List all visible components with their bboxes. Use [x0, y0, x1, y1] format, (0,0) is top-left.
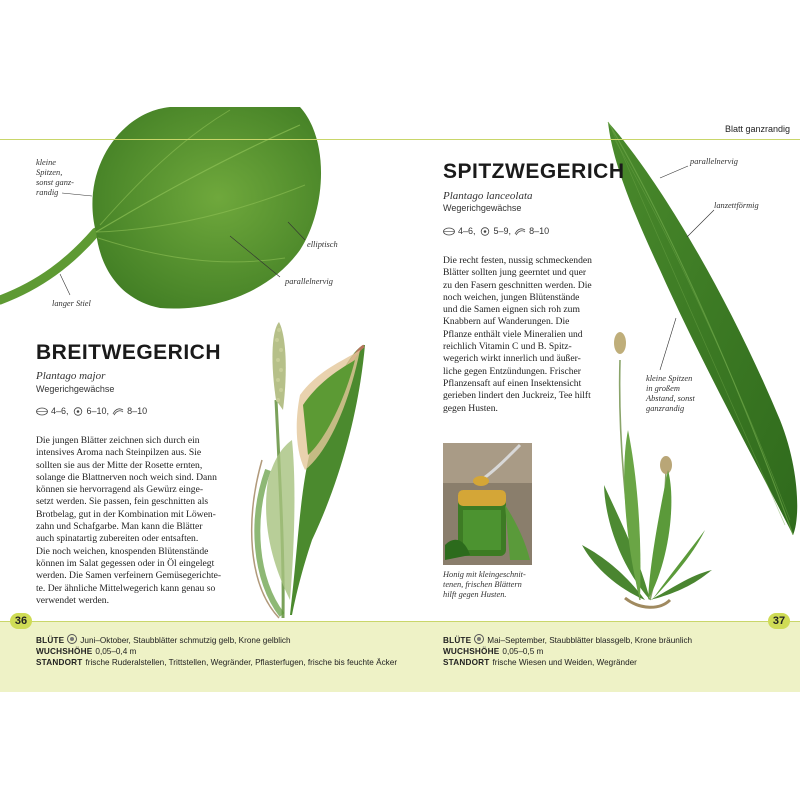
standort-row	[36, 657, 397, 668]
hoehe-row	[443, 646, 692, 657]
page-title-right: SPITZWEGERICH	[443, 160, 625, 183]
elliptic-annotation: elliptisch	[307, 240, 338, 249]
annotation-line: Spitzen,	[36, 168, 63, 177]
hoehe-label: WUCHSHÖHE	[36, 647, 93, 656]
text-line: können sie hervorragend als Gewürz einge-	[36, 484, 204, 496]
text-line: auch spinatartig zubereiten oder entsaften.	[36, 533, 199, 545]
caption-line: hilft gegen Husten.	[443, 590, 507, 599]
tips-annotation	[36, 158, 74, 198]
text-line: können im Salat gegessen oder in Öl eingelegt	[36, 557, 215, 569]
flower-icon	[474, 634, 484, 644]
annotation-line: ganzrandig	[646, 404, 685, 413]
latin-name-left: Plantago major	[36, 370, 106, 382]
text-line: Brotbelag, gut in der Kombination mit Löwen-	[36, 508, 216, 520]
standort-value: frische Wiesen und Weiden, Wegränder	[492, 658, 637, 667]
seed-icon	[112, 407, 124, 416]
family-right: Wegerichgewächse	[443, 203, 522, 213]
page-number-right: 37	[768, 613, 790, 629]
bluete-row	[36, 634, 397, 646]
caption-line: Honig mit kleingeschnit-	[443, 570, 526, 579]
text-line: Pflanze enthält viele Mineralien und	[443, 328, 583, 340]
footer-facts-right	[443, 634, 692, 668]
annotation-line: kleine Spitzen	[646, 374, 693, 383]
text-line: gegen Husten.	[443, 402, 498, 414]
flower-months: 6–10,	[86, 406, 110, 416]
text-line: gerieben lindert den Juckreiz, Tee hilft	[443, 390, 591, 402]
text-line: Die recht festen, nussig schmeckenden	[443, 255, 592, 266]
tips-annotation-right	[646, 374, 695, 414]
page-title-left: BREITWEGERICH	[36, 341, 221, 364]
bluete-value: Mai–September, Staubblätter blassgelb, Krone bräunlich	[487, 636, 693, 645]
text-line: reichlich Vitamin C und B. Spitz-	[443, 341, 572, 353]
text-line: Die noch weichen, knospenden Blütenstände	[36, 545, 209, 557]
text-line: setzt werden. Sie passen, fein geschnitten als	[36, 496, 209, 508]
leaf-months: 4–6,	[458, 226, 476, 236]
flower-icon	[67, 634, 77, 644]
flower-icon	[72, 407, 84, 416]
standort-value: frische Ruderalstellen, Trittstellen, Wegränder, Pflasterfugen, frische bis feuchte Äcker	[85, 658, 398, 667]
top-rule	[0, 139, 800, 140]
parallel-annotation-right: parallelnervig	[690, 157, 738, 166]
photo-caption	[443, 570, 526, 600]
parallel-annotation: parallelnervig	[285, 277, 333, 286]
leaf-icon	[443, 227, 455, 236]
text-line: intensives Aroma nach Steinpilzen aus. Sie	[36, 447, 202, 459]
text-line: Blätter sollten jung geerntet und quer	[443, 267, 587, 279]
seed-icon	[514, 227, 526, 236]
leaf-months: 4–6,	[51, 406, 69, 416]
hoehe-row	[36, 646, 397, 657]
leaf-icon	[36, 407, 48, 416]
latin-name-right: Plantago lanceolata	[443, 190, 533, 202]
hoehe-value: 0,05–0,4 m	[95, 647, 137, 656]
standort-row	[443, 657, 692, 668]
text-line: solange die Blattnerven noch weich sind. Dann	[36, 471, 217, 483]
bluete-label: BLÜTE	[36, 636, 65, 645]
family-left: Wegerichgewächse	[36, 384, 115, 394]
annotation-line: Abstand, sonst	[646, 394, 695, 403]
hoehe-label: WUCHSHÖHE	[443, 647, 500, 656]
standort-label: STANDORT	[36, 658, 83, 667]
seed-months: 8–10	[127, 406, 148, 416]
text-line: liche gegen Entzündungen. Frischer	[443, 365, 581, 377]
text-line: wegerich wirkt innerlich und äußer-	[443, 353, 581, 365]
bluete-value: Juni–Oktober, Staubblätter schmutzig gelb, Krone gelblich	[80, 636, 291, 645]
caption-line: tenen, frischen Blättern	[443, 580, 522, 589]
flower-icon	[479, 227, 491, 236]
text-line: zahn und Schafgarbe. Man kann die Blätter	[36, 521, 203, 533]
body-text-right	[443, 255, 592, 415]
annotation-line: randig	[36, 188, 59, 197]
annotation-line: sonst ganz-	[36, 178, 74, 187]
season-row-right	[443, 226, 549, 236]
text-line: Die jungen Blätter zeichnen sich durch ein	[36, 435, 200, 446]
annotation-line: kleine	[36, 158, 56, 167]
text-line: und die Samen eignen sich roh zum	[443, 304, 580, 316]
page-number-left: 36	[10, 613, 32, 629]
text-line: te. Der ähnliche Mittelwegerich kann genau so	[36, 582, 216, 594]
text-line: sollten sie aus der Mitte der Rosette ernten,	[36, 459, 203, 471]
lanceolate-annotation: lanzettförmig	[714, 201, 759, 210]
hoehe-value: 0,05–0,5 m	[502, 647, 544, 656]
bluete-label: BLÜTE	[443, 636, 472, 645]
text-line: werden. Die Samen verfeinern Gemüsegerichte-	[36, 570, 222, 582]
footer-facts-left	[36, 634, 397, 668]
annotation-line: in großem	[646, 384, 680, 393]
section-tag: Blatt ganzrandig	[724, 124, 790, 134]
standort-label: STANDORT	[443, 658, 490, 667]
stem-annotation: langer Stiel	[52, 299, 91, 308]
footer-rule	[0, 621, 800, 622]
text-line: verwendet werden.	[36, 594, 109, 606]
text-line: Knabbern auf Wanderungen. Die	[443, 316, 570, 328]
seed-months: 8–10	[529, 226, 550, 236]
flower-months: 5–9,	[493, 226, 512, 236]
season-row-left	[36, 406, 147, 416]
text-line: zu den Fasern geschnitten werden. Die	[443, 279, 592, 291]
text-line: Pflanzensaft auf einen Insektensicht	[443, 377, 582, 389]
bluete-row	[443, 634, 692, 646]
text-line: noch weichen, jungen Blütenstände	[443, 291, 580, 303]
body-text-left	[36, 435, 221, 607]
